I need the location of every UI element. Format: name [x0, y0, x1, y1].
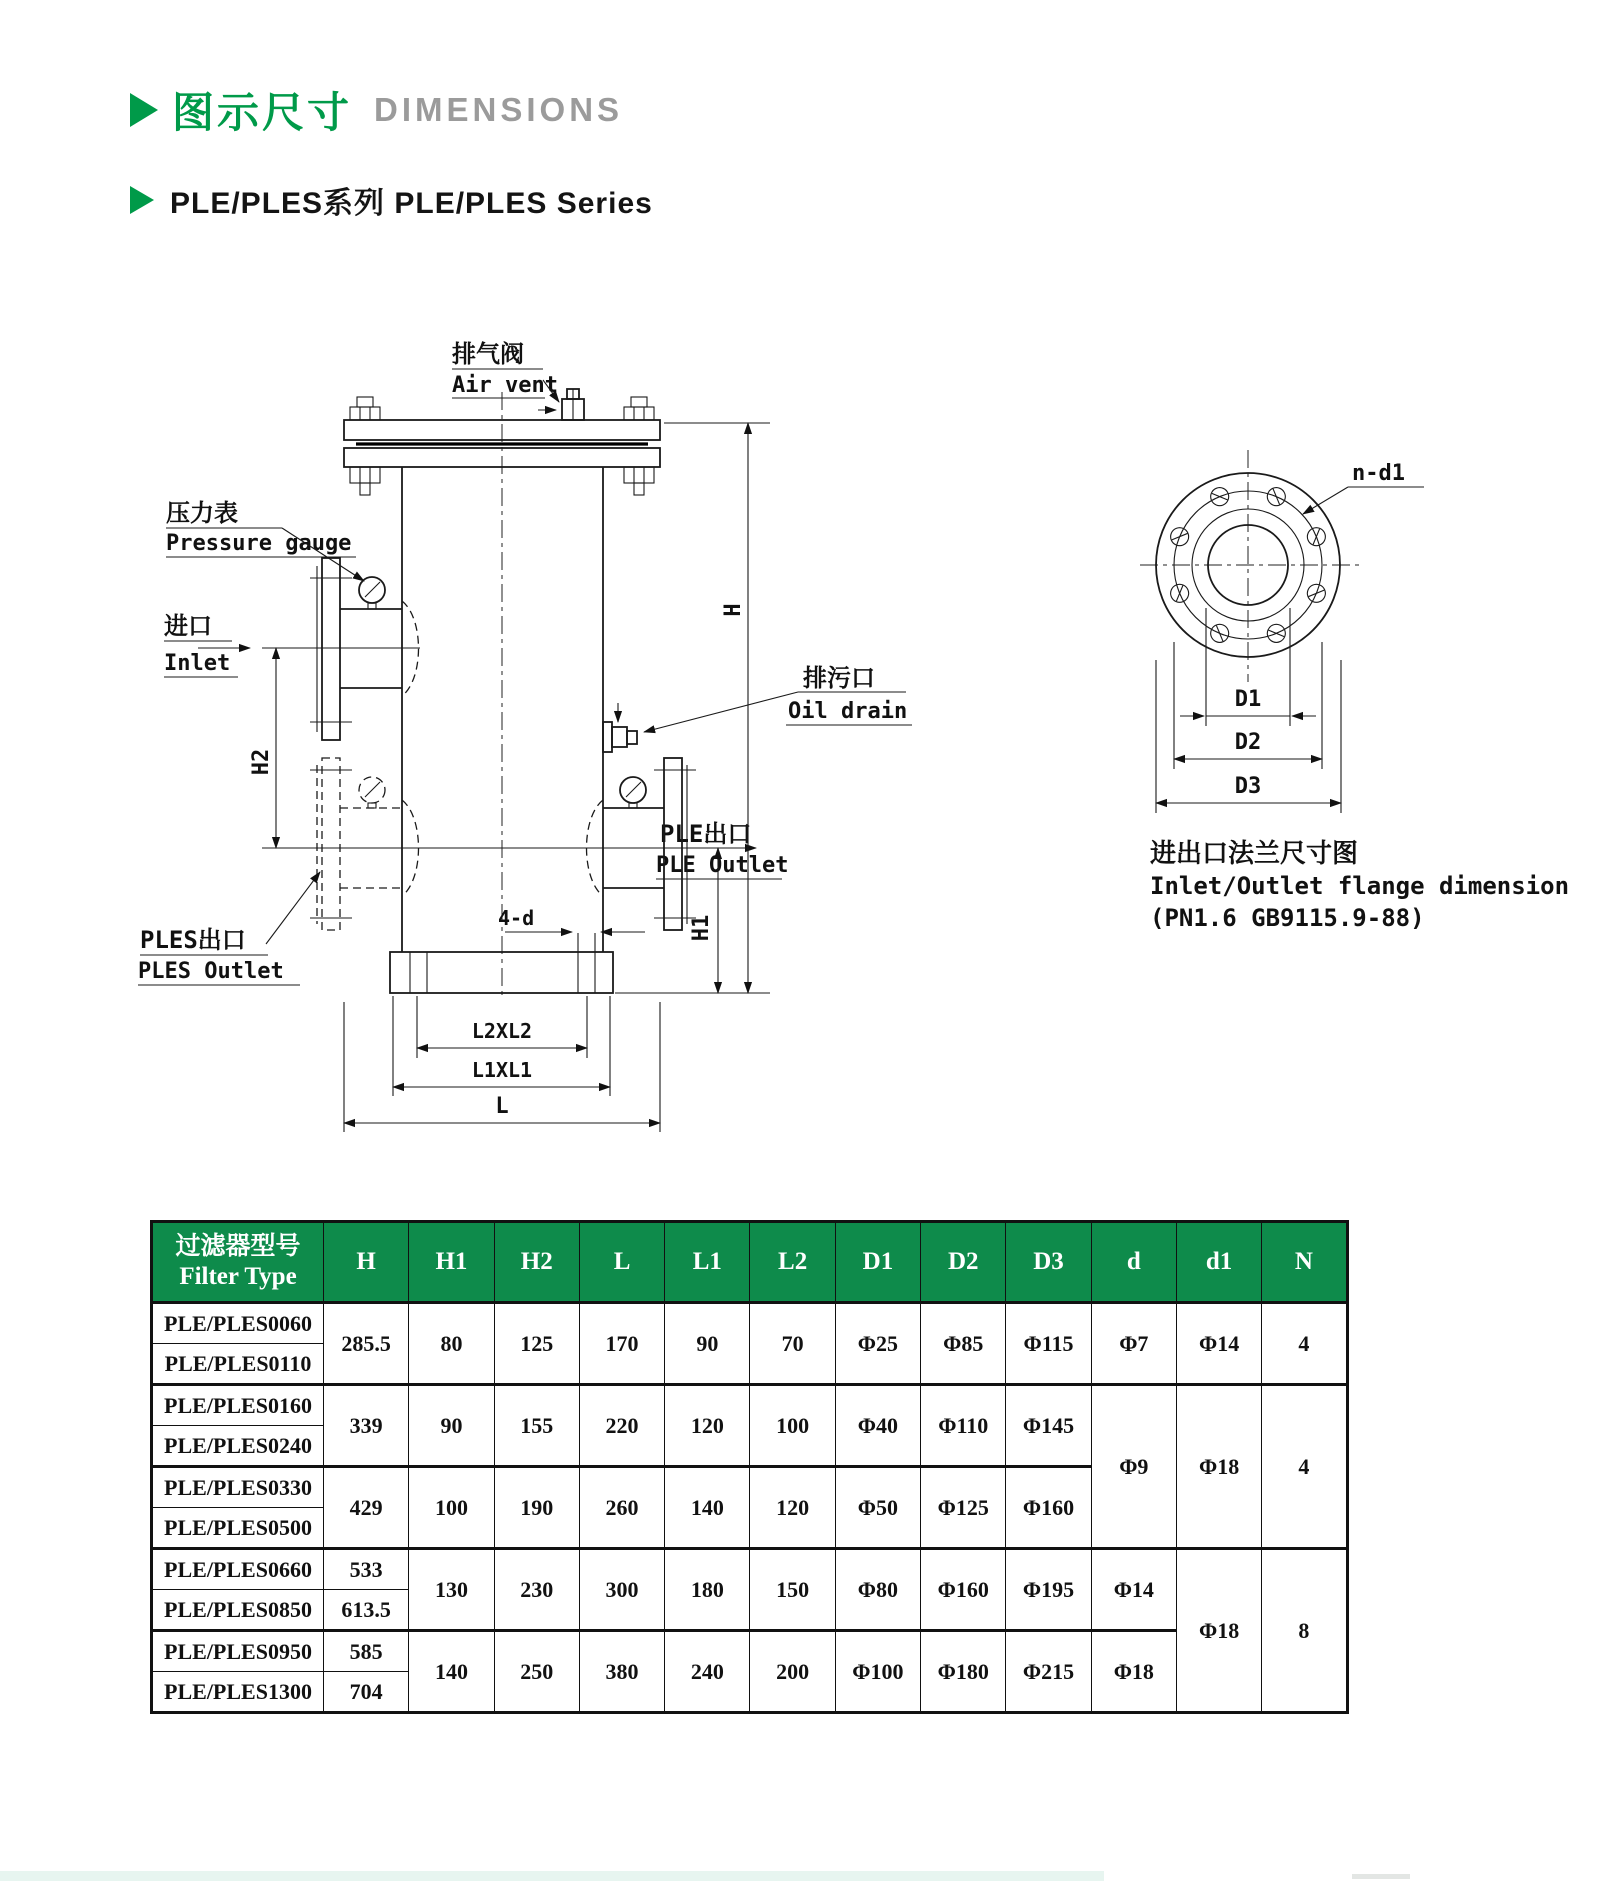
ples-outlet-label: [138, 872, 320, 985]
dimension-cell: 380: [579, 1631, 664, 1713]
dimension-cell: 170: [579, 1303, 664, 1385]
pressure-gauge-label: [166, 499, 364, 581]
dimension-cell: 8: [1262, 1549, 1347, 1713]
flange-caption-zh: 进出口法兰尺寸图: [1150, 839, 1359, 869]
header-col-d1: d1: [1176, 1222, 1261, 1303]
table-row: [152, 1631, 1348, 1672]
dimension-cell: Φ100: [835, 1631, 920, 1713]
dimension-cell: Φ18: [1176, 1549, 1261, 1713]
dimension-cell: 100: [750, 1385, 835, 1467]
dimension-cell: Φ7: [1091, 1303, 1176, 1385]
oil-drain-label-en: Oil drain: [788, 699, 908, 724]
dim-4d: [498, 906, 645, 932]
dimension-cell: 180: [665, 1549, 750, 1631]
header-col-d: d: [1091, 1222, 1176, 1303]
header-col-L2: L2: [750, 1222, 835, 1303]
flange-caption: [1150, 838, 1569, 932]
dim-d1-label: D1: [1234, 687, 1262, 712]
header-col-H2: H2: [494, 1222, 579, 1303]
green-arrow-icon: [130, 186, 154, 214]
inlet-label-en: Inlet: [164, 651, 231, 676]
header-col-L: L: [579, 1222, 664, 1303]
dimension-cell: 230: [494, 1549, 579, 1631]
ple-outlet-label-zh: PLE出口: [660, 820, 752, 848]
section-title-zh: 图示尺寸: [172, 89, 353, 136]
dimension-cell: Φ18: [1176, 1385, 1261, 1549]
table-row: [152, 1303, 1348, 1344]
flange-view: [1140, 450, 1569, 932]
dimension-cell: 90: [409, 1385, 494, 1467]
dimension-cell: 4: [1262, 1303, 1347, 1385]
dimension-cell: Φ160: [1006, 1467, 1091, 1549]
dim-h2: [249, 648, 276, 848]
filter-type-cell: PLE/PLES0110: [152, 1344, 324, 1385]
dimension-cell: Φ14: [1176, 1303, 1261, 1385]
dim-l1xl1: [393, 996, 610, 1096]
dimension-cell: 120: [750, 1467, 835, 1549]
dim-d3-label: D3: [1234, 774, 1262, 799]
dimension-cell: 140: [665, 1467, 750, 1549]
header-filter-type: [152, 1222, 324, 1303]
dimension-cell: Φ125: [921, 1467, 1006, 1549]
dim-l2xl2: [417, 996, 587, 1058]
vessel-drawing: [138, 340, 912, 1132]
filter-type-cell: PLE/PLES1300: [152, 1672, 324, 1713]
dimension-cell: Φ80: [835, 1549, 920, 1631]
header-col-H1: H1: [409, 1222, 494, 1303]
dimension-cell: 120: [665, 1385, 750, 1467]
dimension-cell: 140: [409, 1631, 494, 1713]
filter-type-cell: PLE/PLES0660: [152, 1549, 324, 1590]
dim-h2-label: H2: [249, 748, 274, 776]
pressure-gauge-label-zh: 压力表: [166, 499, 238, 527]
air-vent-label-en: Air vent: [452, 373, 558, 398]
oil-drain-label-zh: 排污口: [803, 664, 875, 692]
dim-h1-label: H1: [689, 914, 714, 942]
header-filter-type-en: Filter Type: [179, 1263, 297, 1290]
dimension-cell: Φ215: [1006, 1631, 1091, 1713]
dimension-cell: Φ9: [1091, 1385, 1176, 1549]
header-col-H: H: [324, 1222, 409, 1303]
dim-l2xl2-label: L2XL2: [471, 1019, 533, 1043]
header-col-L1: L1: [665, 1222, 750, 1303]
n-d1-text: n-d1: [1352, 461, 1405, 486]
cover-bolt-right: [624, 397, 654, 495]
dim-h-label: H: [721, 603, 746, 617]
ples-outlet-label-en: PLES Outlet: [138, 959, 284, 984]
header-col-D2: D2: [921, 1222, 1006, 1303]
filter-type-cell: PLE/PLES0500: [152, 1508, 324, 1549]
air-vent-label-zh: 排气阀: [452, 340, 524, 368]
inlet-label-zh: 进口: [164, 612, 212, 640]
header-col-D1: D1: [835, 1222, 920, 1303]
dim-l-label: L: [495, 1094, 509, 1119]
dim-h: [615, 423, 770, 993]
dimension-cell: Φ115: [1006, 1303, 1091, 1385]
dimension-cell: Φ18: [1091, 1631, 1176, 1713]
dimension-cell: 300: [579, 1549, 664, 1631]
dimension-cell: Φ14: [1091, 1549, 1176, 1631]
filter-type-cell: PLE/PLES0330: [152, 1467, 324, 1508]
flange-caption-en: Inlet/Outlet flange dimension: [1150, 872, 1570, 900]
dimension-cell: 429: [324, 1467, 409, 1549]
dim-4d-label: 4-d: [498, 906, 535, 930]
filter-type-cell: PLE/PLES0950: [152, 1631, 324, 1672]
oil-drain-label: [644, 664, 912, 732]
dimension-cell: 125: [494, 1303, 579, 1385]
dimension-cell: 704: [324, 1672, 409, 1713]
dimension-cell: Φ195: [1006, 1549, 1091, 1631]
dimension-cell: 70: [750, 1303, 835, 1385]
dimension-cell: 80: [409, 1303, 494, 1385]
header-col-N: N: [1262, 1222, 1347, 1303]
section-title-en: DIMENSIONS: [374, 91, 624, 128]
pressure-gauge-label-en: Pressure gauge: [166, 531, 352, 556]
air-vent-label: [452, 340, 559, 402]
filter-type-cell: PLE/PLES0060: [152, 1303, 324, 1344]
dimension-cell: 260: [579, 1467, 664, 1549]
dimension-cell: 533: [324, 1549, 409, 1590]
dimension-cell: Φ40: [835, 1385, 920, 1467]
dimension-cell: 285.5: [324, 1303, 409, 1385]
dimension-cell: 250: [494, 1631, 579, 1713]
filter-type-cell: PLE/PLES0240: [152, 1426, 324, 1467]
inlet-label: [164, 612, 250, 677]
dimension-cell: Φ50: [835, 1467, 920, 1549]
dimension-cell: 90: [665, 1303, 750, 1385]
dimension-cell: 100: [409, 1467, 494, 1549]
ple-outlet-label-en: PLE Outlet: [656, 853, 789, 878]
oil-drain-fitting: [603, 703, 637, 752]
dimension-cell: Φ85: [921, 1303, 1006, 1385]
dimension-table-body: [152, 1303, 1348, 1713]
dimension-cell: 585: [324, 1631, 409, 1672]
table-header-row: [152, 1222, 1348, 1303]
dimension-cell: Φ160: [921, 1549, 1006, 1631]
table-row: [152, 1549, 1348, 1590]
dimension-table-wrapper: [150, 1220, 1349, 1714]
filter-type-cell: PLE/PLES0850: [152, 1590, 324, 1631]
footer-strip: [0, 1871, 1104, 1881]
filter-type-cell: PLE/PLES0160: [152, 1385, 324, 1426]
section-dimensions-title: [130, 80, 623, 140]
pressure-gauge: [359, 577, 385, 609]
n-d1-label: [1303, 461, 1424, 514]
dimension-table: [150, 1220, 1349, 1714]
table-row: [152, 1385, 1348, 1426]
section-series-title: [130, 178, 653, 222]
dim-l1xl1-label: L1XL1: [471, 1058, 533, 1082]
dimension-cell: 339: [324, 1385, 409, 1467]
dimension-cell: 200: [750, 1631, 835, 1713]
dimension-cell: 150: [750, 1549, 835, 1631]
dimension-cell: 220: [579, 1385, 664, 1467]
dimension-cell: Φ180: [921, 1631, 1006, 1713]
dimension-cell: Φ110: [921, 1385, 1006, 1467]
header-filter-type-zh: 过滤器型号: [175, 1233, 301, 1260]
cover-bolt-left: [350, 397, 380, 495]
ples-outlet-label-zh: PLES出口: [140, 926, 246, 954]
dimension-cell: Φ25: [835, 1303, 920, 1385]
footer-mark: [1352, 1874, 1410, 1879]
dimension-cell: 190: [494, 1467, 579, 1549]
dimension-cell: 155: [494, 1385, 579, 1467]
green-arrow-icon: [130, 93, 158, 127]
series-title: PLE/PLES系列 PLE/PLES Series: [170, 187, 653, 220]
dim-d2-label: D2: [1234, 730, 1262, 755]
header-col-D3: D3: [1006, 1222, 1091, 1303]
ple-outlet-label: [656, 820, 788, 879]
dimension-cell: 613.5: [324, 1590, 409, 1631]
dimension-cell: Φ145: [1006, 1385, 1091, 1467]
dimension-cell: 240: [665, 1631, 750, 1713]
dimension-cell: 4: [1262, 1385, 1347, 1549]
flange-caption-std: (PN1.6 GB9115.9-88): [1150, 904, 1425, 932]
dimension-cell: 130: [409, 1549, 494, 1631]
